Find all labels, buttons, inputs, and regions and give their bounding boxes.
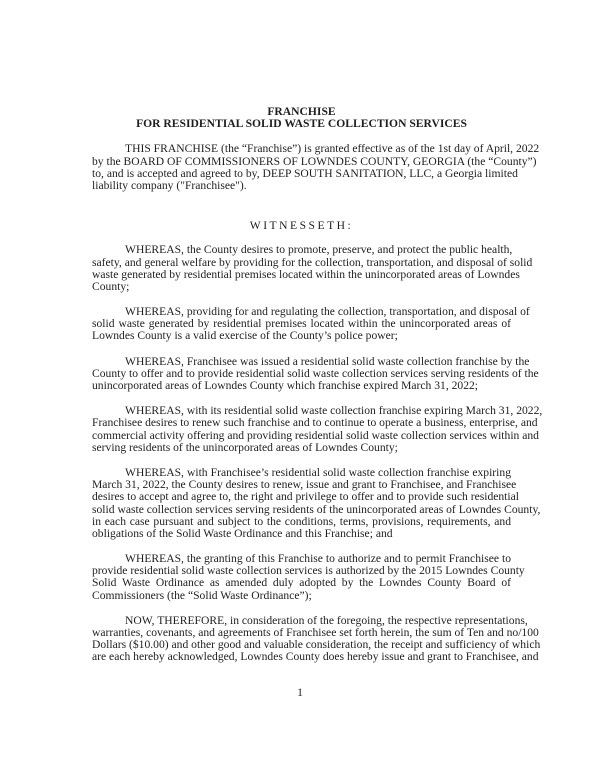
text-line: March 31, 2022, the County desires to renew, issue and grant to Franchisee, and Franchisee (92, 478, 517, 492)
whereas-paragraph (92, 552, 525, 602)
text-line: WHEREAS, the County desires to promote, preserve, and protect the public health, (125, 243, 513, 257)
document-title (92, 106, 511, 130)
text-line: NOW, THEREFORE, in consideration of the foregoing, the respective representations, (125, 613, 528, 627)
text-line: in each case pursuant and subject to the conditions, terms, provisions, requirements, and (92, 514, 511, 528)
text-line: safety, and general welfare by providing for the collection, transportation, and disposal of solid (92, 255, 533, 269)
text-line: Dollars ($10.00) and other good and valuable consideration, the receipt and sufficiency of which (92, 638, 541, 652)
text-line: WHEREAS, Franchisee was issued a residential solid waste collection franchise by the (125, 354, 530, 368)
title-line: FOR RESIDENTIAL SOLID WASTE COLLECTION SERVICES (136, 117, 467, 131)
title-line: FRANCHISE (267, 105, 336, 118)
text-line: are each hereby acknowledged, Lowndes County does hereby issue and grant to Franchisee, and (92, 650, 539, 664)
text-line: obligations of the Solid Waste Ordinance and this Franchise; and (92, 526, 393, 540)
text-line: by the BOARD OF COMMISSIONERS OF LOWNDES COUNTY, GEORGIA (the “County”) (92, 154, 537, 168)
intro-paragraph (92, 142, 540, 192)
text-line: unincorporated areas of Lowndes County which franchise expired March 31, 2022; (92, 379, 479, 393)
text-line: to, and is accepted and agreed to by, DEEP SOUTH SANITATION, LLC, a Georgia limited (92, 166, 518, 180)
text-line: liability company ("Franchisee"). (92, 178, 247, 192)
text-line: County to offer and to provide residential solid waste collection services serving residents of the (92, 366, 539, 380)
text-line: THIS FRANCHISE (the “Franchise”) is granted effective as of the 1st day of April, 2022 (125, 142, 540, 156)
text-line: waste generated by residential premises located within the unincorporated areas of Lowndes (92, 267, 520, 281)
whereas-paragraph (92, 465, 541, 540)
witnesseth-heading: WITNESSETH: (249, 219, 354, 233)
whereas-paragraph (92, 243, 533, 293)
text-line: serving residents of the unincorporated areas of Lowndes County; (92, 440, 398, 454)
now-therefore-paragraph (92, 613, 541, 664)
text-line: provide residential solid waste collection services is authorized by the 2015 Lowndes County (92, 564, 525, 578)
text-line: Solid Waste Ordinance as amended duly adopted by the Lowndes County Board of (92, 576, 511, 590)
page-number: 1 (297, 686, 303, 699)
text-line: solid waste collection services serving residents of the unincorporated areas of Lowndes County, (92, 502, 541, 516)
whereas-paragraph (92, 305, 530, 343)
text-line: WHEREAS, with its residential solid waste collection franchise expiring March 31, 2022, (125, 404, 543, 418)
text-line: WHEREAS, with Franchisee’s residential solid waste collection franchise expiring (125, 465, 511, 479)
text-line: Franchisee desires to renew such franchise and to continue to operate a business, enterprise, and (92, 416, 538, 430)
text-line: WHEREAS, the granting of this Franchise to authorize and to permit Franchisee to (125, 552, 511, 566)
text-line: Lowndes County is a valid exercise of the County’s police power; (92, 329, 398, 343)
text-line: commercial activity offering and providing residential solid waste collection services within and (92, 428, 539, 442)
text-line: Commissioners (the “Solid Waste Ordinance”); (92, 588, 312, 602)
text-line: County; (92, 279, 130, 293)
whereas-paragraph (92, 354, 539, 393)
document-page (92, 105, 543, 664)
text-line: warranties, covenants, and agreements of Franchisee set forth herein, the sum of Ten and no/100 (92, 626, 539, 640)
text-line: solid waste generated by residential premises located within the unincorporated areas of (92, 317, 511, 331)
text-line: desires to accept and agree to, the right and privilege to offer and to provide such residential (92, 490, 519, 504)
whereas-paragraph (92, 404, 543, 454)
text-line: WHEREAS, providing for and regulating the collection, transportation, and disposal of (125, 305, 530, 319)
